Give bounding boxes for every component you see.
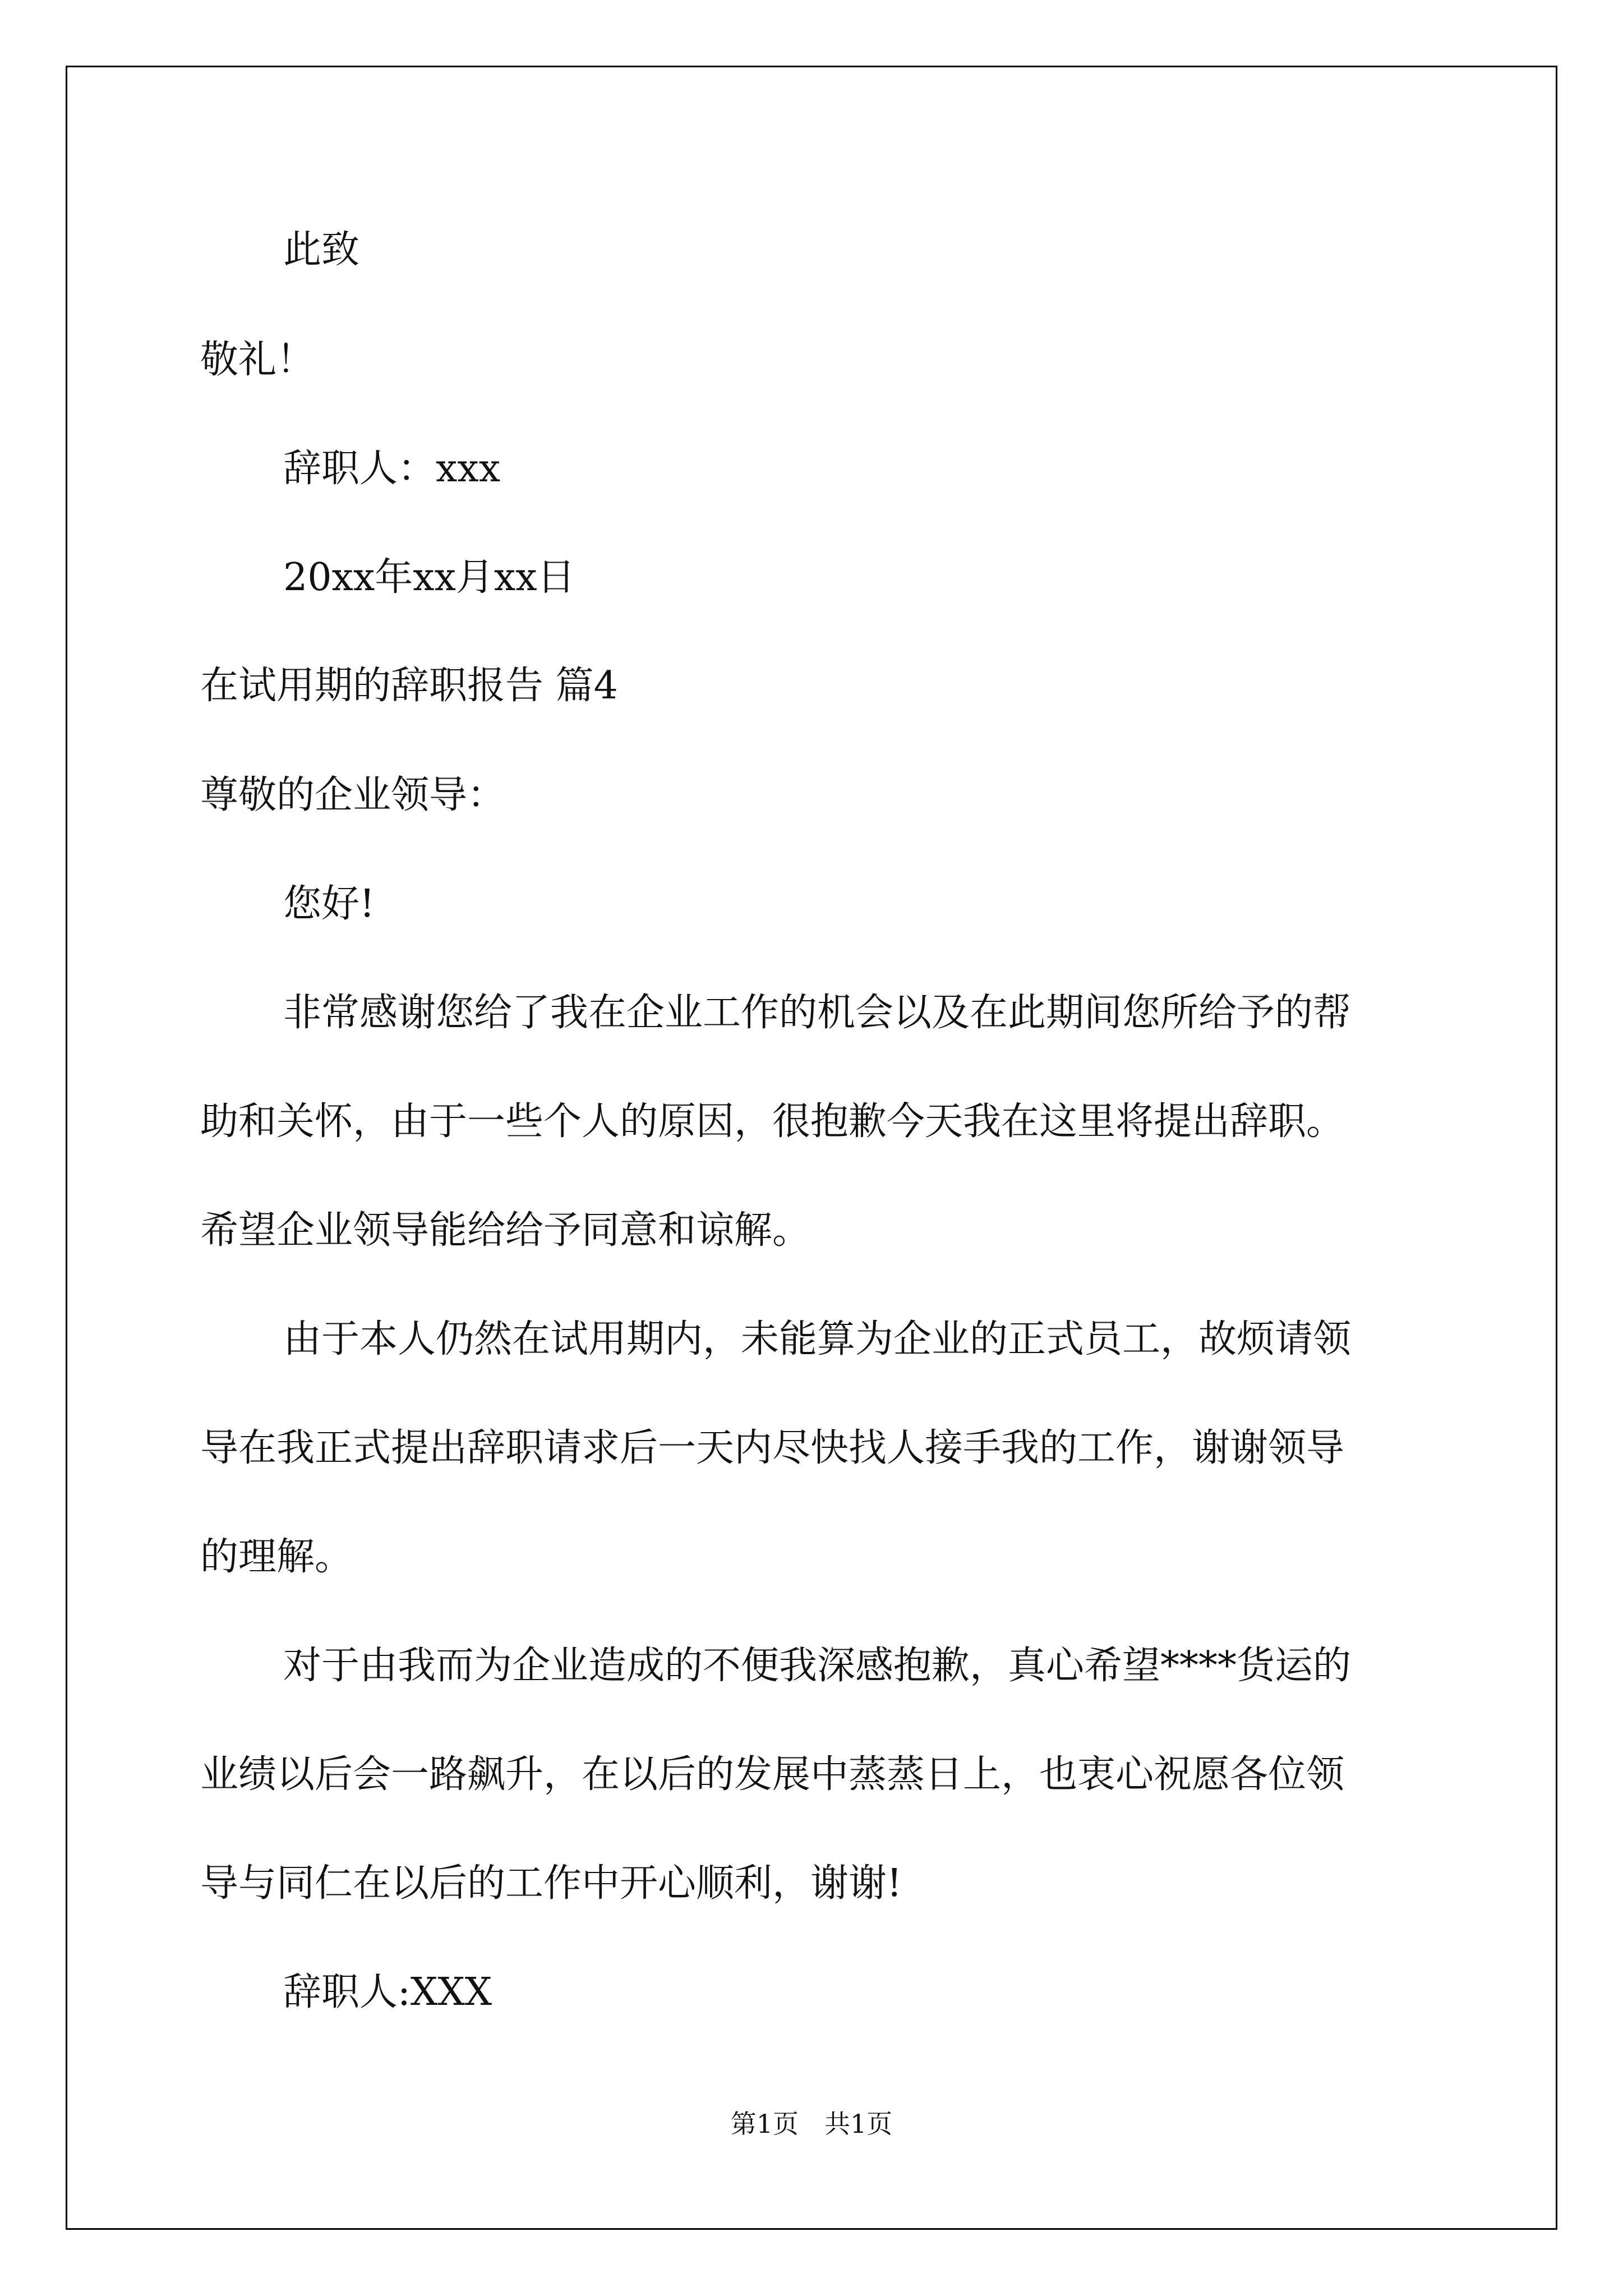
page-footer: 第1页 共1页 <box>730 2109 893 2139</box>
greeting: 您好! <box>283 882 375 926</box>
signer-line-2: 辞职人:XXX <box>283 1970 492 2014</box>
paragraph-2-line-1: 由于本人仍然在试用期内，未能算为企业的正式员工，故烦请领 <box>283 1317 1352 1361</box>
paragraph-3-line-2: 业绩以后会一路飙升，在以后的发展中蒸蒸日上，也衷心祝愿各位领 <box>200 1752 1345 1797</box>
paragraph-3-line-1: 对于由我而为企业造成的不便我深感抱歉，真心希望****货运的 <box>283 1644 1352 1688</box>
date-line: 20xx年xx月xx日 <box>283 555 575 600</box>
paragraph-1-line-3: 希望企业领导能给给予同意和谅解。 <box>200 1208 811 1253</box>
paragraph-1-line-2: 助和关怀，由于一些个人的原因，很抱歉今天我在这里将提出辞职。 <box>200 1099 1345 1144</box>
closing-line-1: 此致 <box>283 228 360 272</box>
closing-line-2: 敬礼！ <box>200 338 315 382</box>
paragraph-2-line-3: 的理解。 <box>200 1535 353 1579</box>
section-heading: 在试用期的辞职报告 篇4 <box>200 664 618 708</box>
paragraph-1-line-1: 非常感谢您给了我在企业工作的机会以及在此期间您所给予的帮 <box>283 991 1352 1035</box>
salutation: 尊敬的企业领导： <box>200 773 506 817</box>
signer-line-1: 辞职人：xxx <box>283 447 501 491</box>
paragraph-2-line-2: 导在我正式提出辞职请求后一天内尽快找人接手我的工作，谢谢领导 <box>200 1426 1345 1470</box>
paragraph-3-line-3: 导与同仁在以后的工作中开心顺利，谢谢! <box>200 1861 902 1906</box>
